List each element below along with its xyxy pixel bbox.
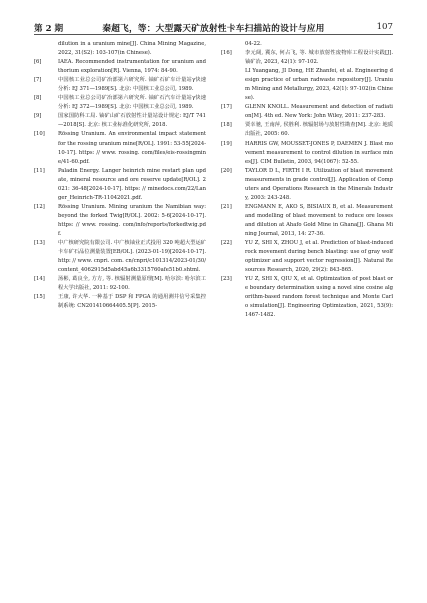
reference-number: [17]	[221, 104, 232, 111]
reference-item	[221, 275, 393, 320]
reference-text: YU Z, SHI X, ZHOU J, et al. Prediction of blast-induced rock movement during bench blasting: use of gray wolf optimizer and support vector regression[J]. Natural Resources Research, 2020, 29(2): 843-865.	[245, 240, 393, 274]
reference-number: [8]	[34, 95, 42, 102]
reference-column-right	[221, 40, 393, 320]
reference-text: Paladin Energy. Langer heinrich mine restart plan update, mineral resource and ore reserve update[R/OL]. 2021: 36-48[2024-10-17]. https: // minedocs.com/22/Langer_Heinrich-TR-11042021.pdf.	[58, 167, 206, 201]
reference-text: 王康, 许大华. 一种基于 DSP 和 FPGA 的通用测井信号采集控制系统: CN201410664405.5[P]. 2015-	[58, 294, 206, 310]
header-rule	[34, 34, 393, 35]
reference-item	[34, 94, 206, 112]
reference-text: Rössing Uranium. An environmental impact statement for the rossing uranium mine[R/OL]. 1991: 53-55[2024-10-17]. https: // www. rossing. com/files/eis-rossingmine/41-60.pdf.	[58, 131, 207, 165]
reference-text: 国家国防科工局. 铀矿山矿石放射性计量站设计规定: EJ/T 741—2018[S]. 北京: 核工业标准化研究所, 2018.	[58, 113, 206, 129]
reference-number: [13]	[34, 240, 45, 247]
reference-item	[34, 293, 206, 311]
reference-item	[34, 167, 206, 203]
reference-text: IAEA. Recommended instrumentation for uranium and thorium exploration[R]. Vienna, 1974: 84-90.	[58, 59, 206, 75]
reference-item	[34, 275, 206, 293]
reference-text: YU Z, SHI X, QIU X, et al. Optimization of post blast ore boundary determination using a novel sine cosine algorithm-based random forest technique and Monte Carlo simulation[J]. Engineering Optimization, 2021, 53(9): 1467-1482.	[245, 276, 393, 319]
reference-number: [15]	[34, 294, 45, 301]
reference-number: [6]	[34, 59, 42, 66]
reference-number: [20]	[221, 167, 232, 174]
reference-text: TAYLOR D L, FIRTH I R. Utilization of blast movement measurements in grade control[J]. Application of Computers and Operations Research in the Minerals Industry, 2003: 243-248.	[245, 167, 393, 201]
reference-item	[34, 58, 206, 76]
page-number: 107	[376, 22, 393, 32]
reference-item	[221, 239, 393, 275]
reference-number: [10]	[34, 131, 45, 138]
reference-item	[34, 112, 206, 130]
reference-item	[221, 121, 393, 139]
reference-text: LI Yuangang, JI Dong, HE Zhanfei, et al. Engineering design practice of urban radwaste repository[J]. Uranium Mining and Metallurgy, 2023, 42(1): 97-102(in Chinese).	[245, 68, 393, 102]
reference-column-left	[34, 40, 206, 311]
reference-item	[221, 140, 393, 167]
reference-number: [21]	[221, 203, 232, 210]
reference-number: [14]	[34, 276, 45, 283]
reference-item	[34, 203, 206, 239]
reference-text: 贾幸驰, 王南萍, 侯胜利. 核辐射场与放射性勘查[M]. 北京: 地质出版社, 2005: 60.	[245, 122, 393, 138]
reference-item	[221, 49, 393, 67]
reference-item	[221, 103, 393, 121]
reference-number: [7]	[34, 77, 42, 84]
reference-number: [22]	[221, 240, 232, 247]
reference-text: 中国核工业总公司矿冶部第六研究所. 铀矿石矿车计量站γ快速分析: EJ 371—1989[S]. 北京: 中国核工业总公司, 1989.	[58, 77, 206, 93]
reference-text: GLENN KNOLL. Measurement and detection of radiation[M]. 4th ed. New York: John Wiley, 2011: 237-283.	[245, 104, 393, 120]
issue-number: 第 2 期	[34, 24, 64, 34]
reference-text: HARRIS GW, MOUSSET-JONES P, DAEMEN J. Blast movement measurement to control dilution in surface mines[J]. CIM Bulletin, 2003, 94(1067): 52-55.	[245, 140, 393, 165]
reference-number: [23]	[221, 276, 232, 283]
reference-item	[221, 67, 393, 103]
reference-text: Rössing Uranium. Mining uranium the Namibian way: beyond the forked Twig[R/OL]. 2002: 5-6[2024-10-17]. https: // www. rossing. com/info/reports/forkedtwig.pdf.	[58, 203, 206, 237]
reference-item	[221, 40, 393, 49]
running-title: 秦超飞，等：大型露天矿放射性卡车扫描站的设计与应用	[102, 24, 325, 34]
reference-text: 中广核研究院有限公司. 中广核铀业正式投用 320 吨超大型运矿卡车矿石品位测量装置[EB/OL]. (2023-01-19)[2024-10-17]. http: // www. cnpri. com. cn/cnpri/c101314/2023-01/30/content_4062915d5abd45a6b3315760afe51b0.shtml.	[58, 240, 206, 274]
page-header	[34, 18, 393, 34]
reference-text: 李元阔, 冀东, 何占飞, 等. 城市放射性废物库工程设计实践[J]. 铀矿冶, 2023, 42(1): 97-102.	[245, 50, 393, 66]
reference-number: [9]	[34, 113, 42, 120]
reference-item	[34, 239, 206, 275]
reference-number: [12]	[34, 203, 45, 210]
reference-item	[34, 40, 206, 58]
reference-item	[221, 203, 393, 239]
reference-number: [11]	[34, 167, 45, 174]
reference-text: dilution in a uranium mine[J]. China Mining Magazine, 2022, 31(S2): 103-107(in Chinese).	[58, 41, 206, 57]
reference-text: ENGMANN E, AKO S, BISIAUX B, et al. Measurement and modelling of blast movement to reduce ore losses and dilution at Ahafo Gold Mine in Ghana[J]. Ghana Mining Journal, 2013, 14: 27-36.	[245, 203, 393, 237]
reference-item	[34, 76, 206, 94]
reference-text: 04-22.	[245, 41, 262, 47]
reference-number: [18]	[221, 122, 232, 129]
reference-number: [16]	[221, 50, 232, 57]
reference-number: [19]	[221, 140, 232, 147]
reference-item	[221, 167, 393, 203]
reference-text: 中国核工业总公司矿冶部第六研究所. 铀矿石汽车计量站γ快速分析: EJ 372—1989[S]. 北京: 中国核工业总公司, 1989.	[58, 95, 206, 111]
reference-item	[34, 130, 206, 166]
reference-text: 汤彬, 葛良全, 方方, 等. 核辐射测量原理[M]. 哈尔滨: 哈尔滨工程大学出版社, 2011: 92-100.	[58, 276, 206, 292]
